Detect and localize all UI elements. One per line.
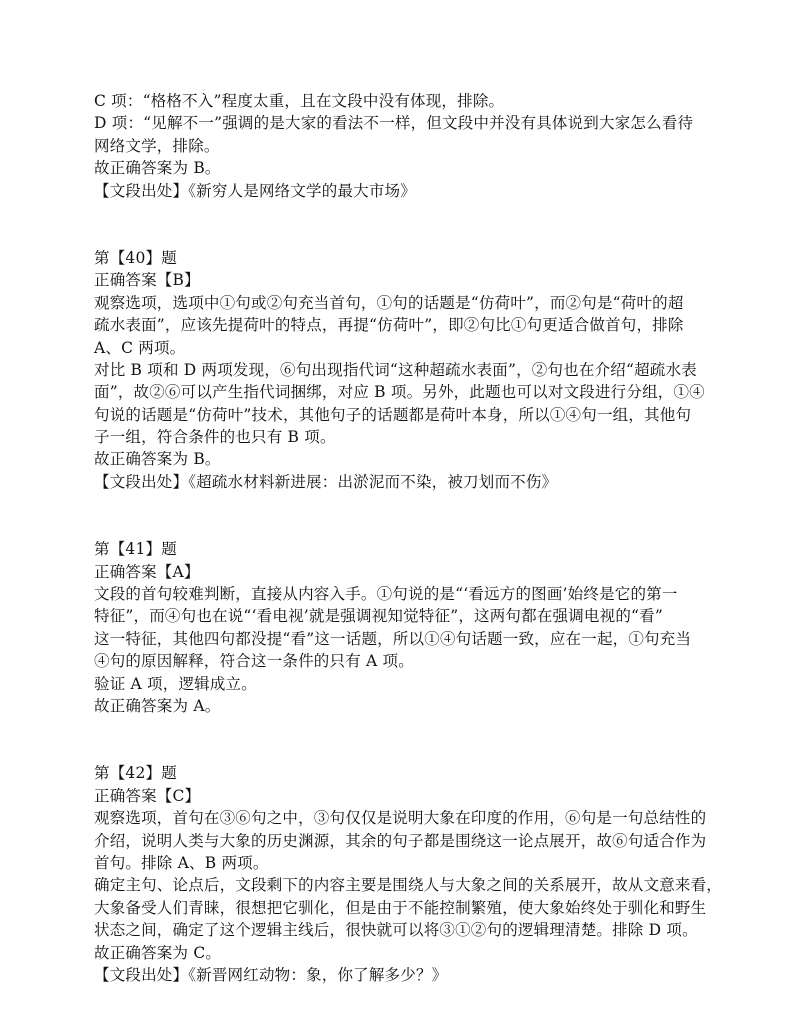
answer-block-42 — [94, 762, 723, 986]
text-line: 故正确答案为 C。 — [94, 943, 222, 962]
source-line: 【文段出处】《新穷人是网络文学的最大市场》 — [94, 181, 416, 200]
text-line: 故正确答案为 A。 — [94, 696, 221, 715]
source-line: 【文段出处】《超疏水材料新进展：出淤泥而不染，被刀划而不伤》 — [94, 472, 558, 491]
text-line: A、C 两项。 — [94, 338, 186, 357]
text-line: C 项：“格格不入”程度太重，且在文段中没有体现，排除。 — [94, 92, 505, 110]
text-line: 观察选项，首句在③⑥句之中，③句仅仅是说明大象在印度的作用，⑥句是一句总结性的 — [94, 809, 707, 828]
text-line: 状态之间，确定了这个逻辑主线后，很快就可以将③①②句的逻辑理清楚。排除 D 项。 — [94, 921, 698, 940]
text-line: 网络文学，排除。 — [94, 136, 220, 155]
text-line: 面”，故②⑥可以产生指代词捆绑，对应 B 项。另外，此题也可以对文段进行分组，①④ — [94, 383, 705, 402]
text-line: 验证 A 项，逻辑成立。 — [94, 674, 257, 693]
text-line: 对比 B 项和 D 两项发现，⑥句出现指代词“这种超疏水表面”，②句也在介绍“超疏水表 — [94, 360, 697, 379]
text-line: 介绍，说明人类与大象的历史渊源，其余的句子都是围绕这一论点展开，故⑥句适合作为 — [94, 831, 707, 850]
block-spacer — [94, 493, 716, 538]
text-line: 故正确答案为 B。 — [94, 159, 221, 178]
text-line: 大象备受人们青睐，很想把它驯化，但是由于不能控制繁殖，使大象始终处于驯化和野生 — [94, 898, 707, 917]
correct-answer: 正确答案【A】 — [94, 562, 200, 581]
text-line: 首句。排除 A、B 两项。 — [94, 853, 269, 872]
text-line: 子一组，符合条件的也只有 B 项。 — [94, 428, 336, 447]
question-number: 第【40】题 — [94, 248, 177, 267]
correct-answer: 正确答案【C】 — [94, 786, 201, 805]
answer-block-39-tail — [94, 90, 716, 202]
text-line: 文段的首句较难判断，直接从内容入手。①句说的是“‘看远方的图画’始终是它的第一 — [94, 585, 678, 604]
answer-block-40 — [94, 247, 716, 493]
answer-block-41 — [94, 538, 716, 717]
text-line: 疏水表面”，应该先提荷叶的特点，再提“仿荷叶”，即②句比①句更适合做首句，排除 — [94, 316, 684, 335]
question-number: 第【41】题 — [94, 540, 177, 559]
block-spacer — [94, 202, 716, 247]
text-line: D 项：“见解不一”强调的是大家的看法不一样，但文段中并没有具体说到大家怎么看待 — [94, 114, 694, 133]
correct-answer: 正确答案【B】 — [94, 271, 200, 290]
text-line: 确定主句、论点后，文段剩下的内容主要是围绕人与大象之间的关系展开，故从文意来看， — [94, 876, 723, 895]
text-line: 特征”，而④句也在说“‘看电视’就是强调视知觉特征”，这两句都在强调电视的“看” — [94, 607, 663, 626]
block-spacer — [94, 717, 716, 762]
question-number: 第【42】题 — [94, 764, 177, 783]
document-page — [94, 90, 723, 986]
text-line: 句说的话题是“仿荷叶”技术，其他句子的话题都是荷叶本身，所以①④句一组，其他句 — [94, 405, 692, 424]
text-line: 观察选项，选项中①句或②句充当首句，①句的话题是“仿荷叶”，而②句是“荷叶的超 — [94, 293, 684, 312]
source-line: 【文段出处】《新晋网红动物：象，你了解多少？》 — [94, 965, 448, 984]
text-line: ④句的原因解释，符合这一条件的只有 A 项。 — [94, 652, 414, 671]
text-line: 这一特征，其他四句都没提“看”这一话题，所以①④句话题一致，应在一起，①句充当 — [94, 629, 692, 648]
text-line: 故正确答案为 B。 — [94, 450, 221, 469]
